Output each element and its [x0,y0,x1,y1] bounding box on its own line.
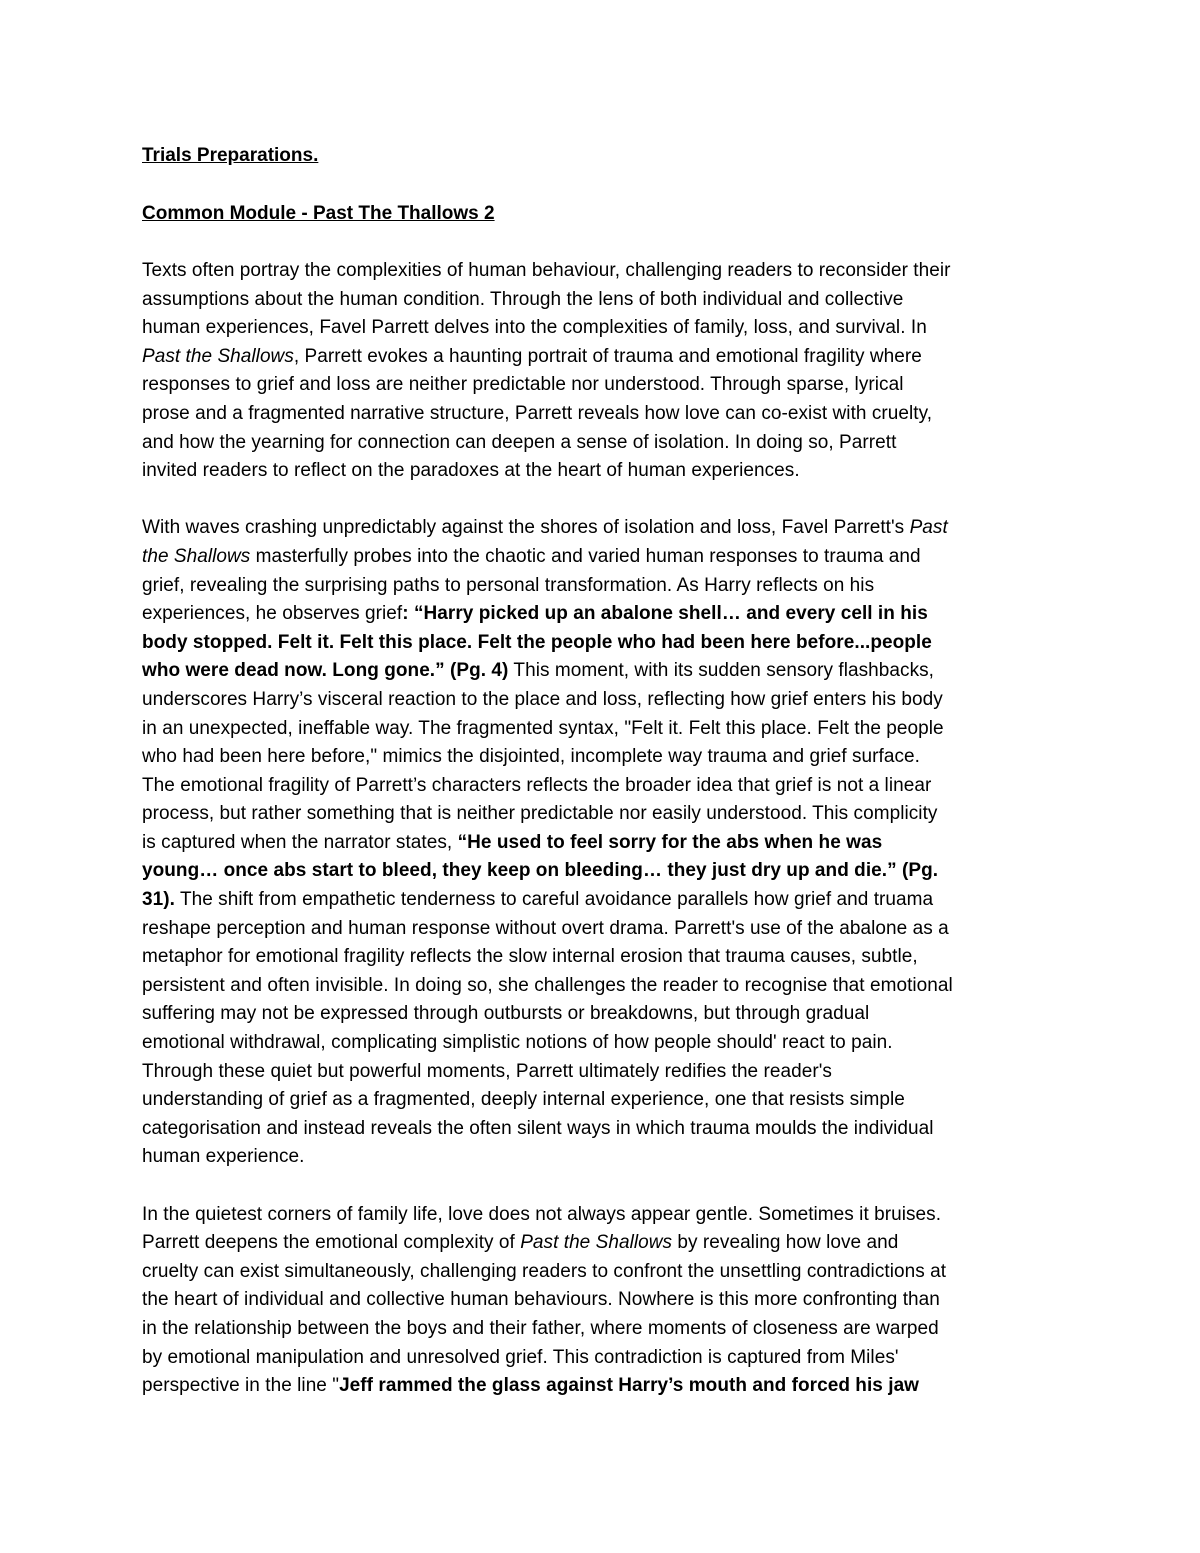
text-run: persistent and often invisible. In doing so, she challenges the reader to recognise that emotional [142,974,953,996]
text-line [142,543,1072,572]
text-line [142,972,1072,1001]
text-run: perspective in the line " [142,1375,340,1397]
text-run: and how the yearning for connection can deepen a sense of isolation. In doing so, Parrett [142,431,897,453]
text-line [142,743,1072,772]
text-run: understanding of grief as a fragmented, deeply internal experience, one that resists simple [142,1089,905,1111]
text-run: in the relationship between the boys and their father, where moments of closeness are warped [142,1317,939,1339]
text-run: masterfully probes into the chaotic and varied human responses to trauma and [250,545,921,567]
text-line [142,314,1072,343]
text-run: Through these quiet but powerful moments, Parrett ultimately redifies the reader's [142,1060,832,1082]
text-line [142,772,1072,801]
text-line [142,457,1072,486]
bold-quote-run: Jeff rammed the glass against Harry’s mouth and forced his jaw [339,1375,920,1397]
text-line [142,371,1072,400]
bold-quote-run: : “Harry picked up an abalone shell… and every cell in his [402,603,928,625]
text-line [142,343,1072,372]
text-run: categorisation and instead reveals the often silent ways in which trauma moulds the individual [142,1117,934,1139]
text-run: , Parrett evokes a haunting portrait of trauma and emotional fragility where [293,345,922,367]
text-run: grief, revealing the surprising paths to personal transformation. As Harry reflects on his [142,574,875,596]
text-run: experiences, he observes grief [142,603,403,625]
text-run: Texts often portray the complexities of human behaviour, challenging readers to reconsider their [142,260,951,281]
text-line [142,715,1072,744]
italic-title-run: the Shallows [142,545,251,567]
text-line [142,1058,1072,1087]
text-line [142,857,1072,886]
text-run: who had been here before," mimics the disjointed, incomplete way trauma and grief surface. [142,746,920,768]
text-line [142,1372,1072,1401]
text-line [142,915,1072,944]
bold-quote-run: body stopped. Felt it. Felt this place. Felt the people who had been here before...people [142,631,932,653]
bold-quote-run: who were dead now. Long gone.” (Pg. 4) [142,660,509,682]
text-line [142,400,1072,429]
document-title: Trials Preparations. [142,145,319,166]
text-line [142,657,1072,686]
text-run: responses to grief and loss are neither predictable nor understood. Through sparse, lyrical [142,374,904,396]
text-line [142,886,1072,915]
text-run: prose and a fragmented narrative structure, Parrett reveals how love can co-exist with cruelty, [142,402,933,424]
text-line [142,1115,1072,1144]
text-run: The emotional fragility of Parrett’s characters reflects the broader idea that grief is not a linear [142,774,932,796]
text-run: In the quietest corners of family life, love does not always appear gentle. Sometimes it bruises. [142,1203,942,1225]
text-run: invited readers to reflect on the paradoxes at the heart of human experiences. [142,460,800,482]
text-run: by revealing how love and [672,1232,899,1254]
text-line [142,572,1072,601]
text-line [142,1344,1072,1373]
text-run: is captured when the narrator states, [142,831,458,853]
text-line [142,1086,1072,1115]
document-subtitle: Common Module - Past The Thallows 2 [142,203,495,224]
text-run: metaphor for emotional fragility reflects the slow internal erosion that trauma causes, subtle, [142,946,918,968]
text-line [142,1258,1072,1287]
italic-title-run: Past the Shallows [520,1232,673,1254]
text-run: The shift from empathetic tenderness to careful avoidance parallels how grief and truama [174,889,934,911]
paragraph-body-1 [142,514,1072,1172]
text-run: This moment, with its sudden sensory flashbacks, [508,660,934,682]
bold-quote-run: young… once abs start to bleed, they keep on bleeding… they just dry up and die.” (Pg. [142,860,939,882]
text-run: human experience. [142,1146,305,1168]
text-run: human experiences, Favel Parrett delves into the complexities of family, loss, and survival. In [142,317,927,339]
text-run: emotional withdrawal, complicating simplistic notions of how people should' react to pain. [142,1032,893,1054]
bold-quote-run: 31). [142,889,175,911]
document-page [142,141,1072,1401]
text-run: underscores Harry’s visceral reaction to the place and loss, reflecting how grief enters his body [142,688,943,710]
text-run: Parrett deepens the emotional complexity of [142,1232,521,1254]
italic-title-run: Past [909,517,948,539]
text-line [142,1286,1072,1315]
text-run: by emotional manipulation and unresolved grief. This contradiction is captured from Miles' [142,1346,899,1368]
text-line [142,257,1072,286]
text-line [142,1229,1072,1258]
text-line [142,1029,1072,1058]
text-line [142,1201,1072,1230]
text-run: reshape perception and human response without overt drama. Parrett's use of the abalone as a [142,917,949,939]
bold-quote-run: “He used to feel sorry for the abs when he was [457,831,883,853]
text-run: process, but rather something that is neither predictable nor easily understood. This complicity [142,803,938,825]
text-run: suffering may not be expressed through outbursts or breakdowns, but through gradual [142,1003,870,1025]
text-line [142,429,1072,458]
text-line [142,686,1072,715]
text-run: With waves crashing unpredictably against the shores of isolation and loss, Favel Parrett's [142,517,910,539]
text-line [142,286,1072,315]
paragraph-body-2 [142,1201,1072,1401]
text-line [142,629,1072,658]
text-line [142,800,1072,829]
text-line [142,514,1072,543]
text-run: cruelty can exist simultaneously, challenging readers to confront the unsettling contradictions at [142,1260,947,1282]
text-line [142,1000,1072,1029]
paragraph-intro [142,257,1072,486]
text-line [142,943,1072,972]
text-line [142,1315,1072,1344]
text-run: the heart of individual and collective human behaviours. Nowhere is this more confronting than [142,1289,940,1311]
text-line [142,600,1072,629]
text-line [142,829,1072,858]
text-run: in an unexpected, ineffable way. The fragmented syntax, "Felt it. Felt this place. Felt the people [142,717,944,739]
text-run: assumptions about the human condition. Through the lens of both individual and collective [142,288,904,310]
text-line [142,1143,1072,1172]
italic-title-run: Past the Shallows [142,345,294,367]
